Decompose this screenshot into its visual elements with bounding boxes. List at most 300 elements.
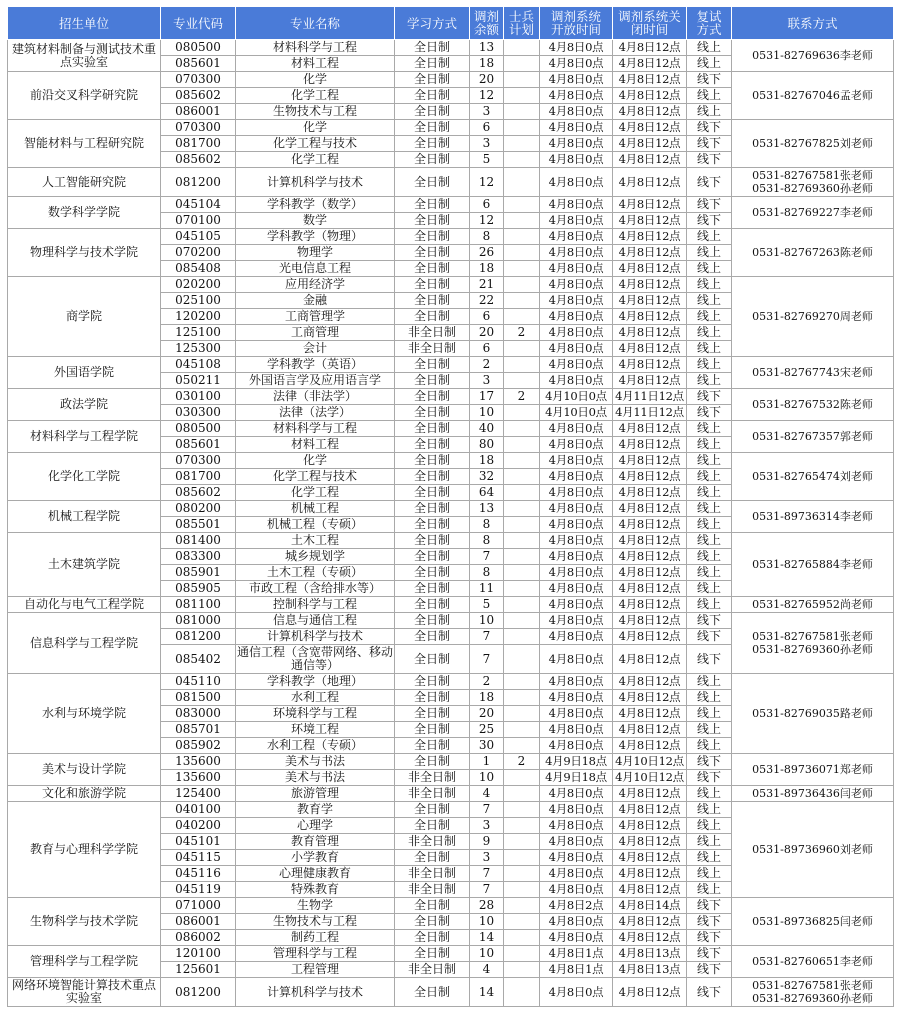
interview-cell: 线上 — [687, 88, 732, 104]
code-cell: 081500 — [161, 690, 236, 706]
open-time-cell: 4月10日0点 — [540, 389, 613, 405]
open-time-cell: 4月8日0点 — [540, 293, 613, 309]
contact-line: 0531-82767581张老师 — [752, 630, 873, 643]
table-row — [8, 229, 894, 245]
soldier-cell — [504, 229, 540, 245]
contact-line: 0531-89736436闫老师 — [752, 787, 873, 800]
quota-cell: 10 — [470, 946, 504, 962]
close-time-cell: 4月8日12点 — [613, 72, 687, 88]
close-time-cell: 4月8日12点 — [613, 229, 687, 245]
quota-cell: 3 — [470, 850, 504, 866]
quota-cell: 80 — [470, 437, 504, 453]
contact-cell — [732, 613, 894, 674]
code-cell: 085408 — [161, 261, 236, 277]
interview-cell: 线下 — [687, 613, 732, 629]
contact-line: 0531-82767046孟老师 — [752, 89, 873, 102]
soldier-cell — [504, 850, 540, 866]
major-cell: 美术与书法 — [236, 754, 395, 770]
quota-cell: 7 — [470, 882, 504, 898]
contact-line: 0531-89736071郑老师 — [752, 763, 873, 776]
close-time-cell: 4月8日12点 — [613, 930, 687, 946]
interview-cell: 线下 — [687, 645, 732, 674]
header-text: 余额 — [473, 22, 499, 37]
code-cell: 085601 — [161, 56, 236, 72]
open-time-cell: 4月8日0点 — [540, 818, 613, 834]
contact-cell — [732, 168, 894, 197]
header-text: 开放时间 — [550, 22, 601, 37]
quota-cell: 14 — [470, 930, 504, 946]
mode-cell: 全日制 — [395, 850, 470, 866]
unit-cell: 土木建筑学院 — [8, 533, 161, 597]
header-unit — [8, 7, 161, 40]
interview-cell: 线上 — [687, 882, 732, 898]
code-cell: 020200 — [161, 277, 236, 293]
soldier-cell — [504, 40, 540, 56]
major-cell: 法律（非法学） — [236, 389, 395, 405]
close-time-cell: 4月11日12点 — [613, 405, 687, 421]
quota-cell: 2 — [470, 357, 504, 373]
open-time-cell: 4月8日0点 — [540, 706, 613, 722]
interview-cell: 线上 — [687, 373, 732, 389]
mode-cell: 全日制 — [395, 104, 470, 120]
interview-cell: 线上 — [687, 437, 732, 453]
mode-cell: 全日制 — [395, 581, 470, 597]
mode-cell: 非全日制 — [395, 882, 470, 898]
interview-cell: 线上 — [687, 690, 732, 706]
interview-cell: 线上 — [687, 581, 732, 597]
soldier-cell — [504, 136, 540, 152]
major-cell: 水利工程 — [236, 690, 395, 706]
contact-cell — [732, 802, 894, 898]
quota-cell: 8 — [470, 517, 504, 533]
header-open-time — [540, 7, 613, 40]
quota-cell: 30 — [470, 738, 504, 754]
mode-cell: 全日制 — [395, 88, 470, 104]
interview-cell: 线上 — [687, 309, 732, 325]
interview-cell: 线上 — [687, 706, 732, 722]
major-cell: 化学工程 — [236, 152, 395, 168]
open-time-cell: 4月8日0点 — [540, 722, 613, 738]
soldier-cell — [504, 120, 540, 136]
header-major — [236, 7, 395, 40]
close-time-cell: 4月10日12点 — [613, 770, 687, 786]
open-time-cell: 4月8日0点 — [540, 930, 613, 946]
open-time-cell: 4月8日0点 — [540, 120, 613, 136]
close-time-cell: 4月8日12点 — [613, 421, 687, 437]
table-row — [8, 978, 894, 1007]
mode-cell: 全日制 — [395, 549, 470, 565]
soldier-cell — [504, 453, 540, 469]
open-time-cell: 4月8日0点 — [540, 517, 613, 533]
major-cell: 信息与通信工程 — [236, 613, 395, 629]
contact-line: 0531-82769360孙老师 — [752, 182, 873, 195]
mode-cell: 非全日制 — [395, 866, 470, 882]
close-time-cell: 4月8日12点 — [613, 88, 687, 104]
quota-cell: 6 — [470, 341, 504, 357]
code-cell: 120100 — [161, 946, 236, 962]
code-cell: 081700 — [161, 469, 236, 485]
open-time-cell: 4月8日0点 — [540, 341, 613, 357]
mode-cell: 全日制 — [395, 533, 470, 549]
open-time-cell: 4月8日0点 — [540, 453, 613, 469]
quota-cell: 3 — [470, 818, 504, 834]
table-row — [8, 786, 894, 802]
quota-cell: 7 — [470, 802, 504, 818]
mode-cell: 全日制 — [395, 930, 470, 946]
quota-cell: 32 — [470, 469, 504, 485]
contact-line: 0531-82769270周老师 — [752, 310, 873, 323]
close-time-cell: 4月8日12点 — [613, 469, 687, 485]
table-row — [8, 120, 894, 136]
unit-cell: 人工智能研究院 — [8, 168, 161, 197]
major-cell: 机械工程 — [236, 501, 395, 517]
code-cell: 040200 — [161, 818, 236, 834]
code-cell: 120200 — [161, 309, 236, 325]
mode-cell: 全日制 — [395, 261, 470, 277]
table-row — [8, 501, 894, 517]
close-time-cell: 4月8日12点 — [613, 722, 687, 738]
quota-cell: 5 — [470, 152, 504, 168]
code-cell: 081200 — [161, 978, 236, 1007]
header-soldier — [504, 7, 540, 40]
table-row — [8, 597, 894, 613]
major-cell: 城乡规划学 — [236, 549, 395, 565]
mode-cell: 全日制 — [395, 309, 470, 325]
soldier-cell — [504, 962, 540, 978]
interview-cell: 线下 — [687, 197, 732, 213]
mode-cell: 全日制 — [395, 629, 470, 645]
code-cell: 045116 — [161, 866, 236, 882]
code-cell: 125601 — [161, 962, 236, 978]
table-row — [8, 168, 894, 197]
open-time-cell: 4月8日0点 — [540, 850, 613, 866]
code-cell: 125100 — [161, 325, 236, 341]
close-time-cell: 4月8日12点 — [613, 738, 687, 754]
interview-cell: 线上 — [687, 850, 732, 866]
contact-cell — [732, 277, 894, 357]
table-row — [8, 674, 894, 690]
code-cell: 085402 — [161, 645, 236, 674]
code-cell: 045105 — [161, 229, 236, 245]
major-cell: 学科教学（物理） — [236, 229, 395, 245]
code-cell: 083300 — [161, 549, 236, 565]
open-time-cell: 4月9日18点 — [540, 754, 613, 770]
mode-cell: 全日制 — [395, 168, 470, 197]
quota-cell: 4 — [470, 786, 504, 802]
quota-cell: 8 — [470, 565, 504, 581]
open-time-cell: 4月8日0点 — [540, 469, 613, 485]
header-close-time — [613, 7, 687, 40]
soldier-cell — [504, 56, 540, 72]
quota-cell: 25 — [470, 722, 504, 738]
contact-cell — [732, 197, 894, 229]
soldier-cell — [504, 152, 540, 168]
code-cell: 085602 — [161, 88, 236, 104]
major-cell: 计算机科学与技术 — [236, 978, 395, 1007]
interview-cell: 线上 — [687, 722, 732, 738]
open-time-cell: 4月8日0点 — [540, 645, 613, 674]
header-text: 复试 — [696, 9, 722, 24]
close-time-cell: 4月8日12点 — [613, 40, 687, 56]
code-cell: 083000 — [161, 706, 236, 722]
mode-cell: 非全日制 — [395, 834, 470, 850]
table-row — [8, 533, 894, 549]
soldier-cell — [504, 549, 540, 565]
interview-cell: 线上 — [687, 549, 732, 565]
major-cell: 光电信息工程 — [236, 261, 395, 277]
major-cell: 计算机科学与技术 — [236, 168, 395, 197]
soldier-cell — [504, 834, 540, 850]
unit-cell: 化学化工学院 — [8, 453, 161, 501]
code-cell: 080500 — [161, 421, 236, 437]
table-row — [8, 946, 894, 962]
close-time-cell: 4月8日12点 — [613, 850, 687, 866]
interview-cell: 线上 — [687, 469, 732, 485]
open-time-cell: 4月8日0点 — [540, 72, 613, 88]
close-time-cell: 4月8日12点 — [613, 786, 687, 802]
code-cell: 085901 — [161, 565, 236, 581]
contact-cell — [732, 120, 894, 168]
unit-cell: 建筑材料制备与测试技术重点实验室 — [8, 40, 161, 72]
interview-cell: 线下 — [687, 120, 732, 136]
interview-cell: 线上 — [687, 277, 732, 293]
close-time-cell: 4月8日12点 — [613, 357, 687, 373]
quota-cell: 18 — [470, 690, 504, 706]
close-time-cell: 4月8日12点 — [613, 277, 687, 293]
interview-cell: 线下 — [687, 405, 732, 421]
interview-cell: 线上 — [687, 341, 732, 357]
header-quota — [470, 7, 504, 40]
mode-cell: 全日制 — [395, 818, 470, 834]
contact-cell — [732, 597, 894, 613]
contact-line: 0531-82767532陈老师 — [752, 398, 873, 411]
interview-cell: 线上 — [687, 293, 732, 309]
code-cell: 025100 — [161, 293, 236, 309]
mode-cell: 全日制 — [395, 373, 470, 389]
open-time-cell: 4月8日2点 — [540, 898, 613, 914]
close-time-cell: 4月8日12点 — [613, 706, 687, 722]
major-cell: 材料科学与工程 — [236, 421, 395, 437]
soldier-cell — [504, 309, 540, 325]
code-cell: 125400 — [161, 786, 236, 802]
table-row — [8, 389, 894, 405]
quota-cell: 8 — [470, 229, 504, 245]
open-time-cell: 4月8日0点 — [540, 914, 613, 930]
mode-cell: 全日制 — [395, 213, 470, 229]
mode-cell: 全日制 — [395, 56, 470, 72]
close-time-cell: 4月8日12点 — [613, 517, 687, 533]
contact-line: 0531-82769035路老师 — [752, 707, 873, 720]
mode-cell: 全日制 — [395, 517, 470, 533]
interview-cell: 线上 — [687, 485, 732, 501]
quota-cell: 20 — [470, 325, 504, 341]
soldier-cell — [504, 293, 540, 309]
major-cell: 环境科学与工程 — [236, 706, 395, 722]
major-cell: 应用经济学 — [236, 277, 395, 293]
open-time-cell: 4月8日0点 — [540, 325, 613, 341]
open-time-cell: 4月8日0点 — [540, 88, 613, 104]
unit-cell: 商学院 — [8, 277, 161, 357]
close-time-cell: 4月8日12点 — [613, 120, 687, 136]
header-text: 专业名称 — [289, 15, 340, 31]
close-time-cell: 4月8日12点 — [613, 581, 687, 597]
interview-cell: 线下 — [687, 962, 732, 978]
interview-cell: 线下 — [687, 389, 732, 405]
close-time-cell: 4月8日12点 — [613, 597, 687, 613]
major-cell: 学科教学（数学） — [236, 197, 395, 213]
table-row — [8, 453, 894, 469]
interview-cell: 线上 — [687, 421, 732, 437]
unit-cell: 材料科学与工程学院 — [8, 421, 161, 453]
major-cell: 化学工程 — [236, 88, 395, 104]
soldier-cell — [504, 946, 540, 962]
header-mode — [395, 7, 470, 40]
close-time-cell: 4月8日12点 — [613, 613, 687, 629]
code-cell: 081100 — [161, 597, 236, 613]
contact-line: 0531-89736825闫老师 — [752, 915, 873, 928]
interview-cell: 线下 — [687, 213, 732, 229]
code-cell: 081000 — [161, 613, 236, 629]
open-time-cell: 4月8日0点 — [540, 197, 613, 213]
interview-cell: 线上 — [687, 818, 732, 834]
major-cell: 学科教学（地理） — [236, 674, 395, 690]
soldier-cell — [504, 405, 540, 421]
close-time-cell: 4月8日12点 — [613, 866, 687, 882]
interview-cell: 线上 — [687, 229, 732, 245]
major-cell: 材料工程 — [236, 437, 395, 453]
unit-cell: 外国语学院 — [8, 357, 161, 389]
soldier-cell — [504, 706, 540, 722]
unit-cell: 教育与心理科学学院 — [8, 802, 161, 898]
interview-cell: 线上 — [687, 738, 732, 754]
soldier-cell — [504, 786, 540, 802]
quota-cell: 21 — [470, 277, 504, 293]
major-cell: 生物技术与工程 — [236, 914, 395, 930]
contact-line: 0531-89736314李老师 — [752, 510, 873, 523]
mode-cell: 全日制 — [395, 754, 470, 770]
header-text: 专业代码 — [172, 15, 223, 31]
code-cell: 080500 — [161, 40, 236, 56]
mode-cell: 全日制 — [395, 674, 470, 690]
open-time-cell: 4月10日0点 — [540, 405, 613, 421]
interview-cell: 线下 — [687, 72, 732, 88]
code-cell: 045110 — [161, 674, 236, 690]
interview-cell: 线下 — [687, 754, 732, 770]
contact-cell — [732, 754, 894, 786]
major-cell: 化学工程与技术 — [236, 469, 395, 485]
close-time-cell: 4月8日12点 — [613, 501, 687, 517]
interview-cell: 线上 — [687, 357, 732, 373]
mode-cell: 全日制 — [395, 72, 470, 88]
code-cell: 085905 — [161, 581, 236, 597]
table-row — [8, 40, 894, 56]
soldier-cell: 2 — [504, 325, 540, 341]
soldier-cell — [504, 168, 540, 197]
code-cell: 125300 — [161, 341, 236, 357]
table-row — [8, 277, 894, 293]
interview-cell: 线上 — [687, 533, 732, 549]
soldier-cell — [504, 818, 540, 834]
quota-cell: 10 — [470, 405, 504, 421]
close-time-cell: 4月8日12点 — [613, 978, 687, 1007]
contact-line: 0531-82765474刘老师 — [752, 470, 873, 483]
quota-cell: 12 — [470, 88, 504, 104]
close-time-cell: 4月8日12点 — [613, 437, 687, 453]
contact-cell — [732, 898, 894, 946]
major-cell: 化学 — [236, 453, 395, 469]
close-time-cell: 4月8日12点 — [613, 485, 687, 501]
interview-cell: 线上 — [687, 786, 732, 802]
interview-cell: 线上 — [687, 453, 732, 469]
unit-cell: 水利与环境学院 — [8, 674, 161, 754]
soldier-cell — [504, 72, 540, 88]
code-cell: 081200 — [161, 629, 236, 645]
open-time-cell: 4月8日0点 — [540, 978, 613, 1007]
quota-cell: 20 — [470, 72, 504, 88]
table-row — [8, 72, 894, 88]
contact-cell — [732, 533, 894, 597]
interview-cell: 线上 — [687, 834, 732, 850]
quota-cell: 14 — [470, 978, 504, 1007]
quota-cell: 18 — [470, 56, 504, 72]
close-time-cell: 4月8日12点 — [613, 674, 687, 690]
open-time-cell: 4月8日0点 — [540, 802, 613, 818]
code-cell: 081200 — [161, 168, 236, 197]
interview-cell: 线下 — [687, 898, 732, 914]
close-time-cell: 4月8日13点 — [613, 946, 687, 962]
table-row — [8, 357, 894, 373]
table-header-row — [8, 7, 894, 40]
major-cell: 会计 — [236, 341, 395, 357]
soldier-cell — [504, 437, 540, 453]
open-time-cell: 4月8日0点 — [540, 421, 613, 437]
mode-cell: 全日制 — [395, 898, 470, 914]
interview-cell: 线下 — [687, 136, 732, 152]
open-time-cell: 4月8日0点 — [540, 613, 613, 629]
soldier-cell — [504, 690, 540, 706]
mode-cell: 全日制 — [395, 120, 470, 136]
close-time-cell: 4月8日12点 — [613, 168, 687, 197]
soldier-cell — [504, 533, 540, 549]
soldier-cell — [504, 674, 540, 690]
quota-cell: 2 — [470, 674, 504, 690]
interview-cell: 线下 — [687, 930, 732, 946]
contact-cell — [732, 501, 894, 533]
mode-cell: 全日制 — [395, 946, 470, 962]
interview-cell: 线上 — [687, 597, 732, 613]
code-cell: 070300 — [161, 72, 236, 88]
code-cell: 086001 — [161, 914, 236, 930]
unit-cell: 政法学院 — [8, 389, 161, 421]
open-time-cell: 4月8日0点 — [540, 501, 613, 517]
mode-cell: 全日制 — [395, 453, 470, 469]
close-time-cell: 4月8日12点 — [613, 341, 687, 357]
interview-cell: 线上 — [687, 501, 732, 517]
code-cell: 030300 — [161, 405, 236, 421]
quota-cell: 5 — [470, 597, 504, 613]
header-interview — [687, 7, 732, 40]
major-cell: 制药工程 — [236, 930, 395, 946]
major-cell: 心理学 — [236, 818, 395, 834]
open-time-cell: 4月8日0点 — [540, 485, 613, 501]
quota-cell: 12 — [470, 168, 504, 197]
code-cell: 045119 — [161, 882, 236, 898]
mode-cell: 全日制 — [395, 197, 470, 213]
major-cell: 工商管理学 — [236, 309, 395, 325]
mode-cell: 全日制 — [395, 914, 470, 930]
header-text: 计划 — [508, 22, 534, 37]
major-cell: 机械工程（专硕） — [236, 517, 395, 533]
